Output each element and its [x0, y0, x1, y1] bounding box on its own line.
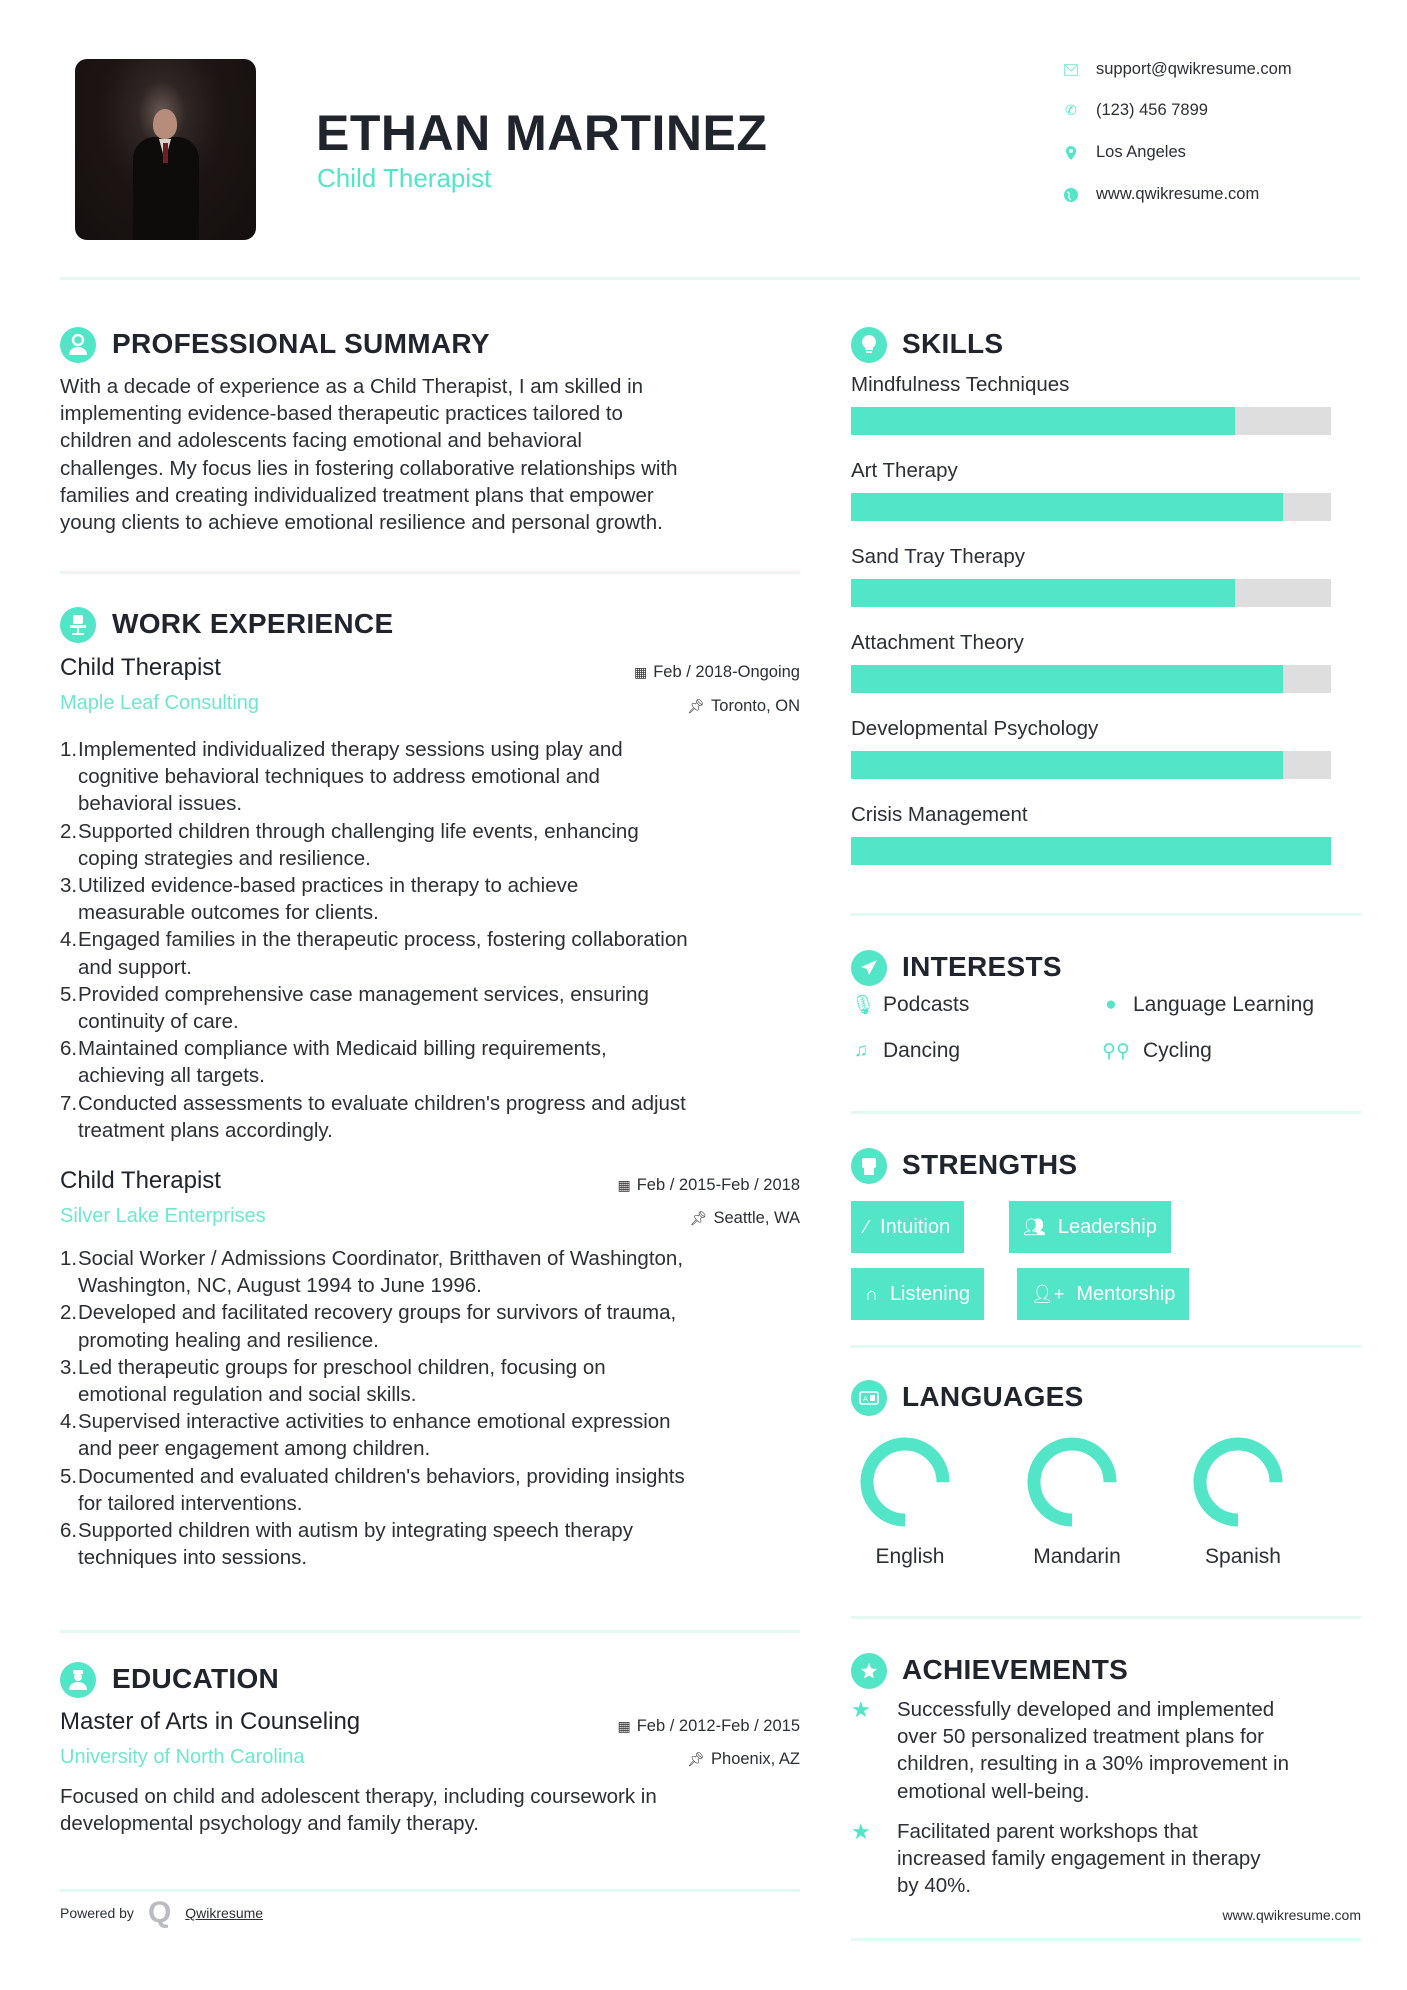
strength-tag: 👥︎ Leadership: [1009, 1201, 1171, 1253]
header-divider: [60, 277, 1360, 280]
list-item: 2. Supported children through challenging life events, enhancing coping strategies and resilience.: [60, 819, 639, 870]
profile-photo: [75, 59, 256, 240]
pushpin-icon: 📌︎: [687, 698, 706, 714]
graduate-icon: [60, 1662, 96, 1698]
list-item: 3. Led therapeutic groups for preschool children, focusing on emotional regulation and social skills.: [60, 1355, 606, 1407]
list-item: 2. Developed and facilitated recovery groups for survivors of trauma, promoting healing and resilience.: [60, 1301, 677, 1352]
achievement-item: ★ Facilitated parent workshops that increased family engagement in therapy by 40%.: [851, 1818, 1361, 1900]
job-title: Child Therapist: [60, 1167, 221, 1194]
qwikresume-link[interactable]: Qwikresume: [185, 1905, 264, 1921]
users-icon: 👥︎: [1023, 1216, 1046, 1237]
lightbulb-icon: [851, 327, 887, 363]
headphones-icon: ∩: [865, 1283, 878, 1304]
job-title: Child Therapist: [60, 654, 221, 681]
job-location: 📌︎ Toronto, ON: [687, 697, 800, 715]
experience-heading: WORK EXPERIENCE: [112, 608, 394, 639]
map-pin-icon: [1062, 144, 1080, 162]
summary-divider: [60, 571, 800, 574]
skill-item: Sand Tray Therapy: [851, 545, 1331, 631]
strengths-heading: STRENGTHS: [902, 1149, 1078, 1180]
degree: Master of Arts in Counseling: [60, 1708, 361, 1735]
job-dates: ▦ Feb / 2015-Feb / 2018: [617, 1176, 800, 1194]
interests-heading: INTERESTS: [902, 951, 1062, 982]
strength-tag: ∩ Listening: [851, 1268, 984, 1320]
summary-heading: PROFESSIONAL SUMMARY: [112, 328, 490, 359]
skill-bar-fill: [851, 579, 1235, 607]
list-item: 3. Utilized evidence-based practices in therapy to achieve measurable outcomes for clients.: [60, 874, 579, 925]
skill-item: Attachment Theory: [851, 631, 1331, 717]
strength-tag: ⁄ Intuition: [851, 1201, 964, 1253]
skills-divider: [851, 913, 1361, 916]
skill-item: Crisis Management: [851, 803, 1331, 889]
chair-icon: [60, 607, 96, 643]
skill-bar: [851, 579, 1331, 607]
skill-bar-fill: [851, 837, 1331, 865]
skill-bar: [851, 665, 1331, 693]
languages-heading: LANGUAGES: [902, 1381, 1084, 1412]
list-item: 6. Supported children with autism by integrating speech therapy techniques into sessions.: [60, 1519, 633, 1570]
languages-divider: [851, 1616, 1361, 1619]
skills-heading: SKILLS: [902, 328, 1004, 359]
strength-tag: 👤︎+ Mentorship: [1017, 1268, 1189, 1320]
bicycle-icon: ⚲⚲: [1102, 1040, 1130, 1062]
candidate-title: Child Therapist: [317, 163, 492, 193]
skill-bar: [851, 493, 1331, 521]
calendar-icon: ▦: [633, 664, 648, 680]
globe-icon: [1062, 186, 1080, 204]
music-note-icon: ♫: [853, 1040, 869, 1061]
list-item: 1. Social Worker / Admissions Coordinator, Britthaven of Washington, Washington, NC, August 1994 to June 1996.: [60, 1247, 684, 1298]
star-icon: ★: [851, 1819, 871, 1844]
contact-location: Los Angeles: [1062, 143, 1186, 162]
achievement-item: ★ Successfully developed and implemented over 50 personalized treatment plans for children, resulting in a 30% improvement in emotional well-being.: [851, 1696, 1361, 1805]
phone-icon: ✆: [1065, 102, 1077, 118]
education-divider: [60, 1889, 800, 1892]
skill-bar: [851, 751, 1331, 779]
fist-icon: [851, 1148, 887, 1184]
skills-list: [851, 373, 1331, 889]
language-gauge-english: [859, 1436, 951, 1533]
language-gauge-mandarin: [1026, 1436, 1118, 1533]
qwikresume-logo-icon: Q: [147, 1896, 172, 1929]
pushpin-icon: 📌︎: [689, 1210, 708, 1226]
pushpin-icon: 📌︎: [687, 1751, 706, 1767]
user-icon: [60, 327, 96, 363]
star-icon: ★: [851, 1697, 871, 1722]
language-gauge-spanish: [1192, 1436, 1284, 1533]
interest-item: ⚲⚲ Cycling: [1102, 1039, 1212, 1062]
envelope-icon: [1062, 61, 1080, 79]
interests-divider: [851, 1111, 1361, 1114]
list-item: 1. Implemented individualized therapy sessions using play and cognitive behavioral techniques to address emotional and behavioral issues.: [60, 738, 623, 816]
interest-item: ♫ Dancing: [851, 1039, 960, 1063]
list-item: 5. Documented and evaluated children's behaviors, providing insights for tailored interventions.: [60, 1464, 685, 1515]
education-location: 📌︎ Phoenix, AZ: [687, 1750, 800, 1768]
language-label: Spanish: [1205, 1545, 1281, 1568]
skill-bar-fill: [851, 751, 1283, 779]
job-bullets: [60, 736, 820, 1144]
language-label: Mandarin: [1033, 1545, 1121, 1568]
microphone-icon: 🎙︎: [851, 995, 876, 1016]
experience-divider: [60, 1630, 800, 1633]
skill-bar-fill: [851, 493, 1283, 521]
language-label: English: [875, 1545, 945, 1568]
skill-item: Developmental Psychology: [851, 717, 1331, 803]
list-item: 6. Maintained compliance with Medicaid billing requirements, achieving all targets.: [60, 1037, 607, 1088]
education-description: Focused on child and adolescent therapy, including coursework in developmental psychology and family therapy.: [60, 1785, 657, 1836]
school: University of North Carolina: [60, 1746, 305, 1768]
job-location: 📌︎ Seattle, WA: [689, 1209, 800, 1227]
candidate-name: ETHAN MARTINEZ: [316, 105, 768, 161]
calendar-icon: ▦: [617, 1177, 631, 1193]
summary-text: With a decade of experience as a Child Therapist, I am skilled in implementing evidence-based therapeutic practices tailored to children and adolescents facing emotional and behavioral challenges. My focus lies in fostering collaborative relationships with families and creating individualized treatment plans that empower young clients to achieve emotional resilience and personal growth.: [60, 375, 678, 535]
contact-phone[interactable]: ✆ (123) 456 7899: [1062, 101, 1208, 120]
strengths-divider: [851, 1345, 1361, 1348]
contact-website[interactable]: www.qwikresume.com: [1062, 185, 1259, 204]
contact-email[interactable]: support@qwikresume.com: [1062, 60, 1292, 79]
skill-bar-fill: [851, 665, 1283, 693]
svg-text:A: A: [863, 1395, 868, 1403]
list-item: 4. Supervised interactive activities to enhance emotional expression and peer engagement among children.: [60, 1410, 671, 1461]
achievements-heading: ACHIEVEMENTS: [902, 1654, 1129, 1685]
skill-item: Art Therapy: [851, 459, 1331, 545]
globe-icon: ●: [1105, 994, 1117, 1015]
interest-item: ● Language Learning: [1101, 993, 1314, 1017]
skill-bar-fill: [851, 407, 1235, 435]
job-company: Silver Lake Enterprises: [60, 1205, 266, 1227]
skill-bar: [851, 407, 1331, 435]
education-heading: EDUCATION: [112, 1663, 280, 1694]
job-bullets: [60, 1245, 820, 1571]
paper-plane-icon: [851, 950, 887, 986]
user-plus-icon: 👤︎+: [1031, 1283, 1065, 1304]
calendar-icon: ▦: [617, 1718, 631, 1734]
job-dates: ▦ Feb / 2018-Ongoing: [633, 663, 800, 681]
skill-item: Mindfulness Techniques: [851, 373, 1331, 459]
website-link[interactable]: www.qwikresume.com: [1222, 1907, 1361, 1923]
interest-item: 🎙︎ Podcasts: [851, 993, 970, 1016]
magic-wand-icon: ⁄: [865, 1216, 869, 1237]
powered-by: Powered by Q Qwikresume: [60, 1896, 264, 1929]
list-item: 7. Conducted assessments to evaluate children's progress and adjust treatment plans accordingly.: [60, 1091, 686, 1142]
list-item: 5. Provided comprehensive case management services, ensuring continuity of care.: [60, 982, 649, 1034]
education-dates: ▦ Feb / 2012-Feb / 2015: [617, 1717, 800, 1735]
list-item: 4. Engaged families in the therapeutic process, fostering collaboration and support.: [60, 928, 688, 979]
job-company: Maple Leaf Consulting: [60, 692, 260, 714]
star-badge-icon: [851, 1653, 887, 1689]
skill-bar: [851, 837, 1331, 865]
language-icon: [851, 1380, 887, 1416]
achievements-divider: [851, 1938, 1361, 1941]
